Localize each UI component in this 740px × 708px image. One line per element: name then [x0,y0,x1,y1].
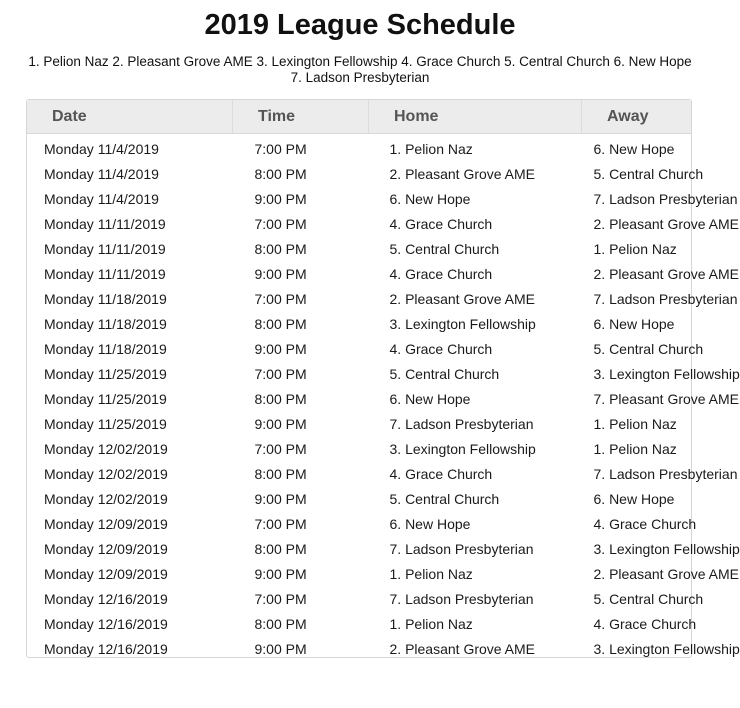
cell-time: 8:00 PM [254,165,307,182]
table-header [27,100,691,134]
cell-home-team: 6. New Hope [389,190,471,207]
cell-date: Monday 12/16/2019 [44,590,168,607]
table-row [27,211,691,236]
cell-away-team: 5. Central Church [593,165,704,182]
cell-time: 7:00 PM [254,515,307,532]
table-row [27,261,691,286]
cell-time: 9:00 PM [254,190,307,207]
cell-home-team: 3. Lexington Fellowship [389,315,536,332]
column-header-date-label: Date [52,107,87,125]
cell-time: 8:00 PM [254,390,307,407]
cell-date: Monday 12/16/2019 [44,640,168,657]
schedule-table [27,100,740,661]
column-header-away-label: Away [607,107,649,125]
cell-time: 8:00 PM [254,540,307,557]
column-header-date [27,100,233,134]
table-row [27,311,691,336]
cell-away-team: 2. Pleasant Grove AME [593,215,740,232]
column-header-time [233,100,369,134]
cell-time: 9:00 PM [254,565,307,582]
table-row [27,586,691,611]
cell-date: Monday 11/25/2019 [44,390,167,407]
cell-home-team: 2. Pleasant Grove AME [389,640,536,657]
table-row [27,636,691,661]
cell-away-team: 3. Lexington Fellowship [593,640,740,657]
cell-date: Monday 11/11/2019 [44,240,166,257]
teams-legend: 1. Pelion Naz 2. Pleasant Grove AME 3. Lexington Fellowship 4. Grace Church 5. Central Church 6. New Hope 7. Ladson Presbyterian [28,54,692,85]
cell-date: Monday 11/18/2019 [44,290,167,307]
cell-date: Monday 11/11/2019 [44,265,166,282]
cell-away-team: 1. Pelion Naz [593,440,677,457]
cell-home-team: 5. Central Church [389,490,500,507]
table-row [27,336,691,361]
cell-date: Monday 12/09/2019 [44,540,168,557]
table-row [27,611,691,636]
cell-date: Monday 11/4/2019 [44,140,159,157]
page-title: 2019 League Schedule [204,9,516,41]
cell-away-team: 1. Pelion Naz [593,240,677,257]
cell-time: 9:00 PM [254,265,307,282]
cell-away-team: 2. Pleasant Grove AME [593,565,740,582]
cell-date: Monday 12/16/2019 [44,615,168,632]
cell-time: 8:00 PM [254,465,307,482]
cell-away-team: 5. Central Church [593,340,704,357]
cell-away-team: 3. Lexington Fellowship [593,365,740,382]
cell-home-team: 2. Pleasant Grove AME [389,290,536,307]
cell-date: Monday 11/4/2019 [44,190,159,207]
cell-home-team: 6. New Hope [389,515,471,532]
cell-away-team: 6. New Hope [593,315,675,332]
cell-date: Monday 12/02/2019 [44,490,168,507]
cell-date: Monday 11/25/2019 [44,415,167,432]
cell-home-team: 7. Ladson Presbyterian [389,540,534,557]
table-row [27,134,691,162]
cell-home-team: 4. Grace Church [389,340,493,357]
cell-date: Monday 11/11/2019 [44,215,166,232]
cell-away-team: 6. New Hope [593,140,675,157]
cell-away-team: 2. Pleasant Grove AME [593,265,740,282]
cell-time: 7:00 PM [254,215,307,232]
table-row [27,561,691,586]
table-row [27,411,691,436]
cell-home-team: 5. Central Church [389,365,500,382]
cell-home-team: 5. Central Church [389,240,500,257]
cell-away-team: 6. New Hope [593,490,675,507]
cell-away-team: 7. Pleasant Grove AME [593,390,740,407]
cell-date: Monday 12/09/2019 [44,565,168,582]
cell-date: Monday 11/4/2019 [44,165,159,182]
cell-away-team: 7. Ladson Presbyterian [593,290,738,307]
cell-time: 7:00 PM [254,290,307,307]
cell-away-team: 3. Lexington Fellowship [593,540,740,557]
cell-home-team: 6. New Hope [389,390,471,407]
cell-time: 9:00 PM [254,340,307,357]
cell-home-team: 2. Pleasant Grove AME [389,165,536,182]
cell-home-team: 1. Pelion Naz [389,565,473,582]
table-row [27,536,691,561]
table-body [27,134,740,662]
cell-home-team: 4. Grace Church [389,215,493,232]
cell-date: Monday 12/09/2019 [44,515,168,532]
cell-away-team: 5. Central Church [593,590,704,607]
cell-date: Monday 12/02/2019 [44,465,168,482]
cell-time: 7:00 PM [254,590,307,607]
cell-home-team: 7. Ladson Presbyterian [389,415,534,432]
header-row [27,100,691,134]
table-row [27,436,691,461]
table-row [27,511,691,536]
cell-time: 7:00 PM [254,140,307,157]
cell-date: Monday 11/18/2019 [44,340,167,357]
cell-time: 9:00 PM [254,415,307,432]
column-header-time-label: Time [258,107,296,125]
column-header-home-label: Home [394,107,439,125]
cell-time: 7:00 PM [254,365,307,382]
cell-time: 7:00 PM [254,440,307,457]
table-row [27,386,691,411]
cell-home-team: 3. Lexington Fellowship [389,440,536,457]
cell-home-team: 1. Pelion Naz [389,140,473,157]
cell-time: 9:00 PM [254,490,307,507]
table-row [27,286,691,311]
table-row [27,161,691,186]
table-row [27,186,691,211]
cell-away-team: 4. Grace Church [593,515,697,532]
cell-away-team: 7. Ladson Presbyterian [593,190,738,207]
cell-home-team: 4. Grace Church [389,265,493,282]
table-row [27,236,691,261]
cell-away-team: 4. Grace Church [593,615,697,632]
cell-home-team: 1. Pelion Naz [389,615,473,632]
column-header-home [369,100,582,134]
table-row [27,486,691,511]
cell-time: 8:00 PM [254,315,307,332]
table-row [27,361,691,386]
cell-away-team: 7. Ladson Presbyterian [593,465,738,482]
cell-time: 8:00 PM [254,615,307,632]
schedule-table-container [26,99,740,658]
column-header-away [582,100,692,134]
table-row [27,461,691,486]
cell-home-team: 7. Ladson Presbyterian [389,590,534,607]
cell-time: 9:00 PM [254,640,307,657]
cell-home-team: 4. Grace Church [389,465,493,482]
cell-date: Monday 11/18/2019 [44,315,167,332]
cell-time: 8:00 PM [254,240,307,257]
cell-date: Monday 12/02/2019 [44,440,168,457]
cell-date: Monday 11/25/2019 [44,365,167,382]
cell-away-team: 1. Pelion Naz [593,415,677,432]
